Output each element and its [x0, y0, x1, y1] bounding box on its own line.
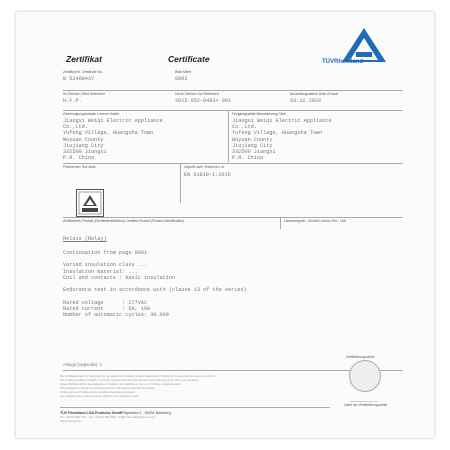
- column-divider: [228, 110, 229, 162]
- footer-line: The certificate holder is entitled to mark the products listed here with the test mark shown and to put them into circulation.: [60, 379, 199, 382]
- tested-standard-value: EN 61810-1:2015: [184, 172, 231, 178]
- certification-stamp-icon: [349, 360, 381, 392]
- client-reference-label: Ihr Zeichen Client Reference: [63, 92, 105, 96]
- certificate-page: [16, 12, 434, 438]
- sheet-value: 0002: [175, 76, 188, 82]
- tuv-test-mark-icon: [77, 190, 103, 216]
- company-name: TÜV Rheinland LGA Products GmbH: [60, 411, 123, 415]
- license-holder-label: Genehmigungsinhaber License Holder: [63, 112, 120, 116]
- issue-date-label: Ausstellungsdatum Date of Issue: [290, 92, 339, 96]
- column-divider: [280, 217, 281, 229]
- company-web: http://www.tuv.com: [60, 420, 82, 423]
- appendix-text: Anlage (Appendix): 1: [63, 362, 103, 367]
- column-divider: [180, 163, 181, 203]
- title-german: Zertifikat: [66, 54, 102, 64]
- company-contact: Tel.: +49 221 806-1371 · Fax: +49 221 806-3935 · E-Mail: cert-validity@de.tuv.com: [60, 416, 156, 419]
- license-holder-address: Jiangxi Weiqi Electric Appliance Co.,Ltd. Yufeng Village, Huangsha Town Wuyuan County Jiujiang City 332500 Jiangxi P.R. China: [63, 118, 163, 162]
- divider: [63, 163, 403, 164]
- client-reference-value: H.F.P.: [63, 98, 82, 104]
- divider: [63, 217, 403, 218]
- cert-no-label: Zertifikat Nr. Certificate No.: [63, 70, 103, 74]
- title-english: Certificate: [168, 54, 210, 64]
- cert-no-value: B 52400437: [63, 76, 95, 82]
- manufacturing-plant-label: Fertigungsstätte Manufacturing Plant: [232, 112, 286, 116]
- footer-line: Dieses Zertifikat gilt für das angegebene Produkt in der Ausführung, wie es zur Prüfung vorgestellt wurde.: [60, 383, 182, 386]
- certification-body-label: Zertifizierungsstelle: [346, 355, 375, 359]
- divider: [60, 407, 330, 408]
- test-mark-box: [76, 189, 104, 217]
- footer-line: Änderungen am Produkt sind der Zertifizierungsstelle anzuzeigen.: [60, 391, 136, 394]
- signature-label: Leiter der Zertifizierungsstelle: [344, 403, 388, 407]
- tuv-logo-text: TÜVRheinland: [322, 59, 364, 65]
- our-reference-label: Unser Zeichen Our Reference: [175, 92, 219, 96]
- divider: [63, 110, 403, 111]
- license-fee-label: Lizenzentgelte - Einheit License Fee - Unit: [284, 219, 346, 223]
- footer-line: This certificate is valid for the specified product in the version submitted for testing.: [60, 387, 155, 390]
- footer-line: Any changes to the product must be notified to the certification body.: [60, 395, 139, 398]
- product-details: Continuation from page 0001 Varied insulation class ... Insulation material: ... Coil and contacts : basic insulation Endurance test in accordance with (clause 13 of the series) Rated voltage : 277VAC Rated current : 5A, 16A Number of automatic cycles: 30.000: [63, 250, 247, 319]
- footer-line: Der Zertifikatsinhaber ist berechtigt, die hier genannten Produkte mit dem abgebildeten Prüfzeichen zu kennzeichnen und zu vertreiben.: [60, 375, 216, 378]
- test-mark-label: Prüfzeichen Test Mark: [63, 165, 96, 169]
- tested-acc-label: Geprüft nach Tested acc. to: [184, 165, 225, 169]
- product-name: Relais (Relay): [63, 236, 107, 242]
- sheet-label: Blatt Sheet: [175, 70, 192, 74]
- company-address: Tillystraße 2 · 90431 Nürnberg: [122, 411, 171, 415]
- our-reference-value: 2015-052-6483+ 001: [175, 98, 232, 104]
- certified-product-label: Zertifiziertes Produkt (Geräteidentifikation) Certified Product (Product Identification): [63, 219, 185, 223]
- divider: [63, 90, 403, 91]
- issue-date-value: 03.12.2020: [290, 98, 322, 104]
- manufacturing-plant-address: Jiangxi Weiqi Electric Appliance Co.,Ltd. Yufeng Village, Huangsha Town Wuyuan County Jiujiang City 332500 Jiangxi P.R. China: [232, 118, 332, 162]
